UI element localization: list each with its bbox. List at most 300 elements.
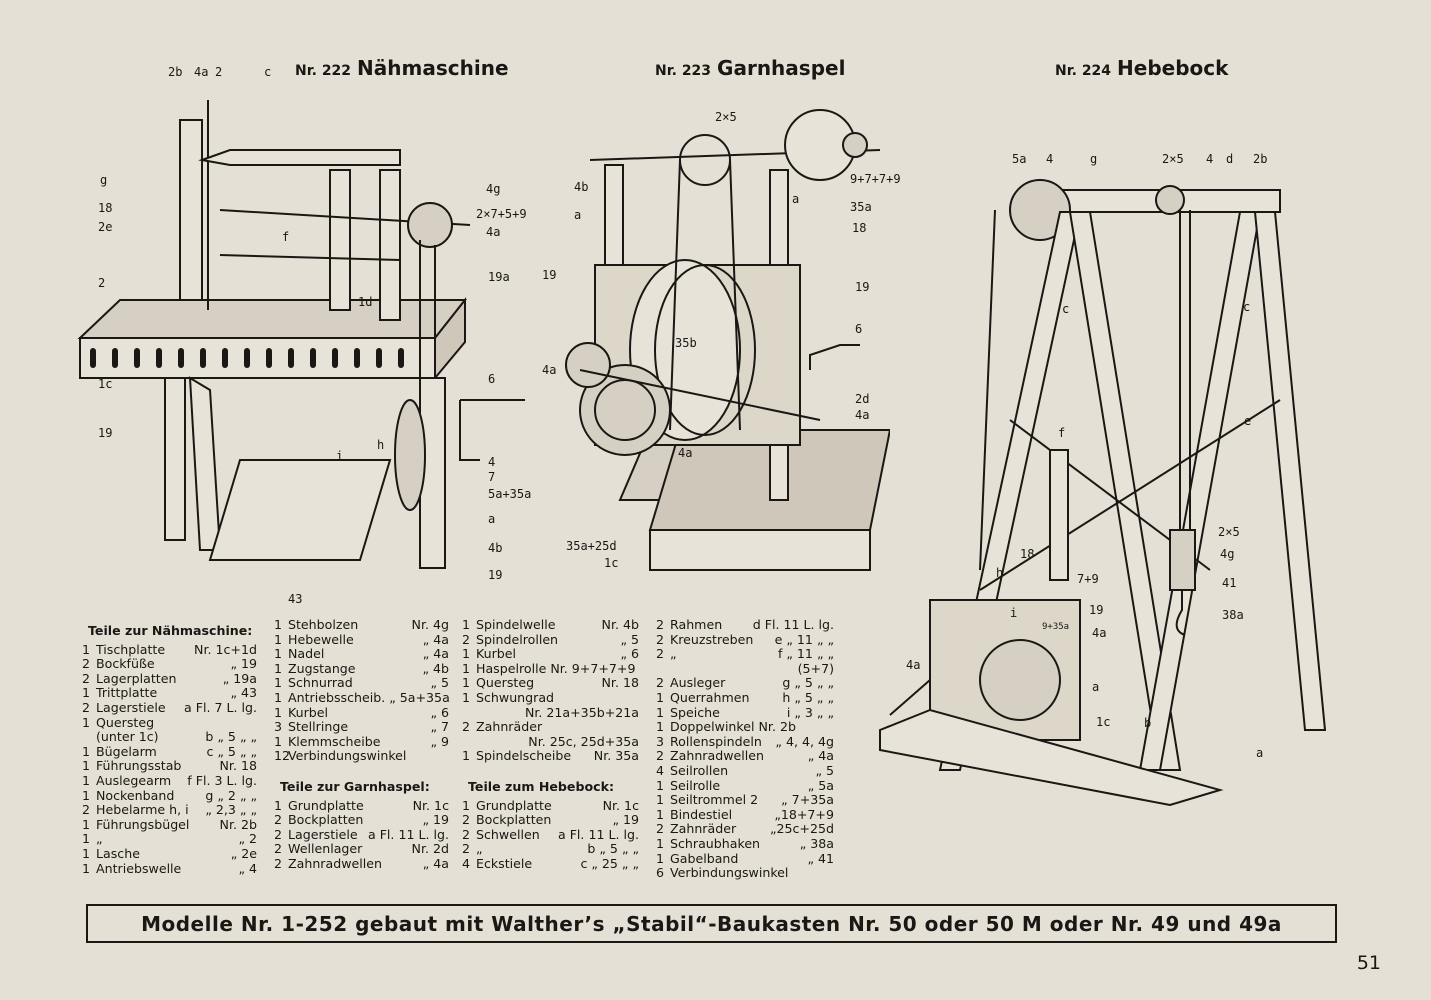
part-name: Haspelrolle Nr. 9+7+7+9 (476, 660, 636, 676)
parts-row (82, 730, 257, 745)
part-ref: Nr. 25c, 25d+35a (528, 733, 639, 749)
part-name: Quersteg (96, 714, 155, 730)
part-qty: 1 (274, 689, 283, 705)
part-name: Rahmen (670, 617, 723, 632)
part-qty: 4 (462, 855, 471, 871)
part-ref (830, 720, 834, 735)
parts-row (656, 676, 834, 691)
parts-row (462, 813, 639, 828)
part-name: Lasche (96, 845, 140, 861)
part-qty: 1 (82, 743, 91, 759)
label: 4a (906, 658, 921, 672)
label: 2 (98, 276, 106, 290)
part-ref (253, 716, 257, 731)
part-name: Hebelarme h, i (96, 802, 189, 818)
part-ref: Nr. 4g (411, 617, 449, 632)
part-ref: „ 5a (807, 777, 834, 793)
part-ref: „ 2 (238, 831, 257, 847)
part-ref: „ 4, 4, 4g (775, 733, 834, 749)
part-name: Bindestiel (670, 806, 733, 822)
part-name: „ (670, 646, 677, 662)
part-name: Bügelarm (96, 743, 157, 759)
parts-row (462, 633, 639, 648)
part-qty: 2 (462, 841, 471, 857)
part-qty: 2 (82, 670, 91, 686)
parts-row (462, 735, 639, 750)
label: 4b (574, 180, 589, 194)
label: 41 (1222, 576, 1237, 590)
parts-row (462, 676, 639, 691)
part-name: Bockfüße (96, 656, 155, 672)
page-number: 51 (1356, 952, 1381, 974)
model-number: Nr. 223 (655, 63, 712, 79)
model-name: Hebebock (1117, 56, 1229, 80)
part-ref: „ 5 (430, 675, 449, 691)
part-ref: „ 38a (799, 835, 834, 851)
parts-row (82, 818, 257, 833)
part-name: Wellenlager (288, 841, 363, 857)
part-ref: „ 5a+35a (389, 689, 450, 705)
parts-list-hebebock (656, 618, 834, 881)
part-ref: „ 4a (422, 855, 449, 871)
parts-row (274, 857, 449, 872)
label: 7+9 (1077, 572, 1099, 586)
label: 43 (288, 592, 303, 606)
label: 4 (488, 455, 496, 469)
label: 2d (855, 392, 870, 406)
parts-row (462, 618, 639, 633)
parts-row (462, 828, 639, 843)
parts-row (274, 735, 449, 750)
part-ref: g „ 2 „ „ (205, 787, 257, 803)
part-name: Nockenband (96, 787, 175, 803)
part-qty: 2 (274, 812, 283, 828)
label: 2×5 (1162, 152, 1184, 166)
part-qty: 1 (656, 719, 665, 735)
label: 19a (488, 270, 510, 284)
part-name: Bockplatten (288, 812, 364, 828)
label: g (1090, 152, 1098, 166)
label: c (1243, 300, 1251, 314)
part-qty: 4 (656, 762, 665, 778)
part-qty: 1 (274, 704, 283, 720)
part-qty: 2 (656, 617, 665, 632)
parts-row (462, 720, 639, 735)
parts-row (82, 672, 257, 687)
part-name: Hebewelle (288, 631, 354, 647)
part-ref: „ 5 (620, 631, 639, 647)
part-name: Tischplatte (96, 641, 166, 657)
garnhaspel-drawing (560, 100, 890, 580)
part-ref: „ 2,3 „ „ (205, 802, 257, 818)
part-name: Schraubhaken (670, 835, 761, 851)
part-name: Spindelrollen (476, 631, 559, 647)
part-name: Nadel (288, 646, 325, 662)
parts-row (82, 862, 257, 877)
label: e (1244, 414, 1252, 428)
parts-row (656, 749, 834, 764)
parts-row (82, 847, 257, 862)
label: c (1062, 302, 1070, 316)
parts-row (462, 799, 639, 814)
label: 4 (1206, 152, 1214, 166)
part-ref: „ 4a (422, 646, 449, 662)
model-number: Nr. 222 (295, 63, 352, 79)
part-name: Zugstange (288, 660, 356, 676)
parts-row (274, 799, 449, 814)
parts-row (656, 837, 834, 852)
part-ref: b „ 5 „ „ (205, 729, 257, 745)
part-ref: „ 19a (222, 670, 257, 686)
part-qty: 2 (656, 821, 665, 837)
part-ref (636, 662, 640, 677)
label: 19 (98, 426, 113, 440)
label: a (1256, 746, 1264, 760)
parts-row (656, 808, 834, 823)
label: 1c (604, 556, 619, 570)
part-qty: 1 (274, 631, 283, 647)
part-qty: 2 (462, 719, 471, 735)
part-qty: 1 (82, 772, 91, 788)
label: 4a (855, 408, 870, 422)
part-name: Schwungrad (476, 689, 555, 705)
part-qty: 2 (274, 841, 283, 857)
part-name: Speiche (670, 704, 720, 720)
part-qty: 2 (656, 675, 665, 691)
parts-row (462, 857, 639, 872)
part-ref (635, 691, 639, 706)
label: 4a (678, 446, 693, 460)
part-qty: 2 (656, 646, 665, 662)
parts-row (82, 701, 257, 716)
title-hebebock (1055, 56, 1228, 80)
label: 4b (488, 541, 503, 555)
part-name: Eckstiele (476, 855, 533, 871)
parts-row (656, 720, 834, 735)
label: h (377, 438, 385, 452)
part-ref: c „ 25 „ „ (580, 855, 639, 871)
hebebock-drawing (870, 150, 1330, 810)
part-qty: 1 (82, 831, 91, 847)
parts-row (656, 735, 834, 750)
part-ref: Nr. 1c (412, 797, 449, 813)
label: h (996, 566, 1004, 580)
part-qty: 1 (462, 675, 471, 691)
label: 9+7+7+9 (850, 172, 901, 186)
part-ref: „ 2e (230, 845, 257, 861)
part-qty: 1 (274, 617, 283, 632)
part-qty: 2 (82, 699, 91, 715)
part-ref: h „ 5 „ „ (782, 689, 834, 705)
part-ref: i „ 3 „ „ (786, 704, 834, 720)
parts-row (656, 852, 834, 867)
parts-row (274, 720, 449, 735)
label: 4g (486, 182, 501, 196)
part-ref: „ 4b (422, 660, 449, 676)
parts-list-naehmaschine (82, 624, 257, 876)
part-qty: 2 (82, 656, 91, 672)
part-qty: 3 (656, 733, 665, 749)
parts-row (274, 647, 449, 662)
part-name: Bockplatten (476, 812, 552, 828)
parts-row (82, 803, 257, 818)
part-ref: Nr. 1c+1d (194, 641, 257, 657)
label: i (1010, 606, 1018, 620)
part-name: Rollenspindeln (670, 733, 762, 749)
label: g (100, 173, 108, 187)
label: d (1226, 152, 1234, 166)
label: 2b (168, 65, 183, 79)
part-name: (unter 1c) (96, 729, 159, 745)
part-ref: (5+7) (797, 660, 834, 676)
part-qty: 1 (462, 689, 471, 705)
model-name: Garnhaspel (717, 56, 846, 80)
label: 35a (850, 200, 872, 214)
part-ref: „ 6 (620, 646, 639, 662)
part-qty (82, 730, 96, 745)
label: 1d (358, 295, 373, 309)
part-ref (445, 749, 449, 764)
part-ref: „ 4 (238, 860, 257, 876)
part-name: Grundplatte (288, 797, 364, 813)
part-name: „ (476, 841, 483, 857)
parts-row (82, 657, 257, 672)
parts-row (462, 647, 639, 662)
banner-text: Modelle Nr. 1-252 gebaut mit Walther’s „Stabil“-Baukasten Nr. 50 oder 50 M oder Nr. 49 und 49a (141, 911, 1282, 936)
part-qty: 1 (274, 733, 283, 749)
title-garnhaspel (655, 56, 845, 80)
parts-list-naehmaschine-cont (274, 618, 449, 872)
part-name: „ (96, 831, 103, 847)
part-name: Gabelband (670, 850, 739, 866)
parts-row (656, 691, 834, 706)
part-qty: 2 (656, 631, 665, 647)
parts-row (82, 832, 257, 847)
part-ref: „ 19 (230, 656, 257, 672)
part-qty: 1 (82, 816, 91, 832)
parts-row (656, 822, 834, 837)
part-qty: 1 (656, 835, 665, 851)
model-name: Nähmaschine (357, 56, 509, 80)
part-name: Lagerplatten (96, 670, 177, 686)
naehmaschine-drawing (70, 60, 540, 610)
part-qty: 1 (462, 646, 471, 662)
part-qty: 1 (656, 806, 665, 822)
parts-row (656, 793, 834, 808)
part-ref: Nr. 1c (602, 797, 639, 813)
part-ref: „ 6 (430, 704, 449, 720)
parts-row (656, 706, 834, 721)
parts-heading: Teile zum Hebebock: (468, 778, 615, 794)
part-qty: 1 (462, 617, 471, 632)
part-qty: 12 (274, 748, 291, 764)
part-name: Seilrollen (670, 762, 729, 778)
parts-heading: Teile zur Garnhaspel: (280, 778, 430, 794)
label: 2×5 (715, 110, 737, 124)
part-name: Seiltrommel 2 (670, 792, 759, 808)
part-qty: 2 (274, 826, 283, 842)
part-ref: a Fl. 11 L. lg. (557, 826, 639, 842)
part-name: Führungsstab (96, 758, 182, 774)
part-qty: 1 (274, 797, 283, 813)
label: 19 (1089, 603, 1104, 617)
part-ref: a Fl. 11 L. lg. (367, 826, 449, 842)
part-ref: e „ 11 „ „ (774, 631, 834, 647)
label: 2×7+5+9 (476, 207, 527, 221)
part-ref: „ 9 (430, 733, 449, 749)
part-qty: 1 (82, 714, 91, 730)
label: 18 (852, 221, 867, 235)
label: 2×5 (1218, 525, 1240, 539)
part-ref: a Fl. 7 L. lg. (183, 699, 257, 715)
part-name: Stehbolzen (288, 617, 359, 632)
part-name: Ausleger (670, 675, 726, 691)
parts-row (656, 866, 834, 881)
label: 4 (1046, 152, 1054, 166)
parts-row (656, 633, 834, 648)
parts-row (274, 633, 449, 648)
part-name: Quersteg (476, 675, 535, 691)
part-qty: 1 (82, 845, 91, 861)
label: i (336, 449, 344, 463)
parts-row (82, 774, 257, 789)
model-number: Nr. 224 (1055, 63, 1112, 79)
label: a (792, 192, 800, 206)
label: b (1144, 716, 1152, 730)
part-qty: 6 (656, 865, 665, 881)
part-name: Zahnradwellen (670, 748, 764, 764)
part-qty: 1 (656, 792, 665, 808)
label: 5a (1012, 152, 1027, 166)
label: 1c (98, 377, 113, 391)
part-qty (462, 735, 476, 750)
part-qty: 2 (462, 826, 471, 842)
label: 9+35a (1042, 622, 1070, 632)
part-ref: „ 7 (430, 719, 449, 735)
part-ref: Nr. 18 (219, 758, 257, 774)
part-qty: 1 (274, 660, 283, 676)
part-ref (635, 720, 639, 735)
part-name: Stellringe (288, 719, 349, 735)
parts-row (656, 764, 834, 779)
part-ref: Nr. 18 (601, 675, 639, 691)
part-qty: 2 (656, 748, 665, 764)
label: 19 (855, 280, 870, 294)
label: 38a (1222, 608, 1244, 622)
part-name: Kurbel (476, 646, 517, 662)
label: 19 (542, 268, 557, 282)
label: 4a (1092, 626, 1107, 640)
part-name: Trittplatte (96, 685, 158, 701)
part-qty: 1 (656, 850, 665, 866)
part-name: Lagerstiele (96, 699, 166, 715)
part-name: Antriebswelle (96, 860, 182, 876)
part-name: Zahnräder (670, 821, 737, 837)
part-qty: 1 (82, 860, 91, 876)
parts-row (274, 618, 449, 633)
parts-row (274, 828, 449, 843)
part-qty: 1 (82, 758, 91, 774)
label: f (282, 230, 290, 244)
parts-row (462, 691, 639, 706)
part-name: Seilrolle (670, 777, 721, 793)
part-name: Querrahmen (670, 689, 750, 705)
parts-row (82, 745, 257, 760)
part-qty: 3 (274, 719, 283, 735)
part-ref: g „ 5 „ „ (782, 675, 834, 691)
label: 6 (855, 322, 863, 336)
part-name: Verbindungswinkel (288, 748, 407, 764)
part-ref: „ 4a (807, 748, 834, 764)
part-name: Klemmscheibe (288, 733, 381, 749)
label: c (264, 65, 272, 79)
part-qty: 1 (82, 641, 91, 657)
label: a (488, 512, 496, 526)
part-name: Lagerstiele (288, 826, 358, 842)
part-qty: 1 (656, 777, 665, 793)
parts-row (274, 691, 449, 706)
part-qty: 1 (462, 797, 471, 813)
part-qty: 1 (82, 787, 91, 803)
part-ref: „ 7+35a (781, 792, 834, 808)
part-name: Antriebsscheib. (288, 689, 386, 705)
parts-row (82, 686, 257, 701)
parts-heading: Teile zur Nähmaschine: (88, 623, 253, 638)
label: 7 (488, 470, 496, 484)
part-ref: d Fl. 11 L. lg. (752, 617, 834, 632)
parts-row (82, 789, 257, 804)
part-qty (462, 706, 476, 721)
part-ref: „ 19 (612, 812, 639, 828)
part-name: Zahnradwellen (288, 855, 382, 871)
label: 18 (98, 201, 113, 215)
part-ref: Nr. 4b (601, 617, 639, 632)
label: 19 (488, 568, 503, 582)
part-qty: 1 (656, 689, 665, 705)
footer-banner (86, 904, 1337, 943)
part-ref: Nr. 2b (219, 816, 257, 832)
parts-row (462, 749, 639, 764)
parts-row (82, 759, 257, 774)
part-ref: Nr. 21a+35b+21a (524, 704, 639, 720)
part-name: Auslegearm (96, 772, 172, 788)
parts-row (274, 662, 449, 677)
label: a (1092, 680, 1100, 694)
part-qty (656, 662, 670, 677)
label: 35b (675, 336, 697, 350)
label: 4a (486, 225, 501, 239)
part-name: Spindelwelle (476, 617, 556, 632)
part-ref: b „ 5 „ „ (587, 841, 639, 857)
part-name: Verbindungswinkel (670, 865, 789, 881)
parts-row (274, 842, 449, 857)
part-qty: 1 (462, 748, 471, 764)
part-ref: „18+7+9 (774, 806, 834, 822)
parts-row (656, 647, 834, 662)
part-qty: 2 (462, 631, 471, 647)
part-name: Führungsbügel (96, 816, 190, 832)
part-name: Kurbel (288, 704, 329, 720)
label: 18 (1020, 547, 1035, 561)
parts-row (462, 662, 639, 677)
label: 5a+35a (488, 487, 532, 501)
label: 2 (215, 65, 223, 79)
label: f (1058, 426, 1066, 440)
part-ref: „ 4a (422, 631, 449, 647)
part-name: Grundplatte (476, 797, 552, 813)
part-qty: 2 (274, 855, 283, 871)
label: 35a+25d (566, 539, 617, 553)
